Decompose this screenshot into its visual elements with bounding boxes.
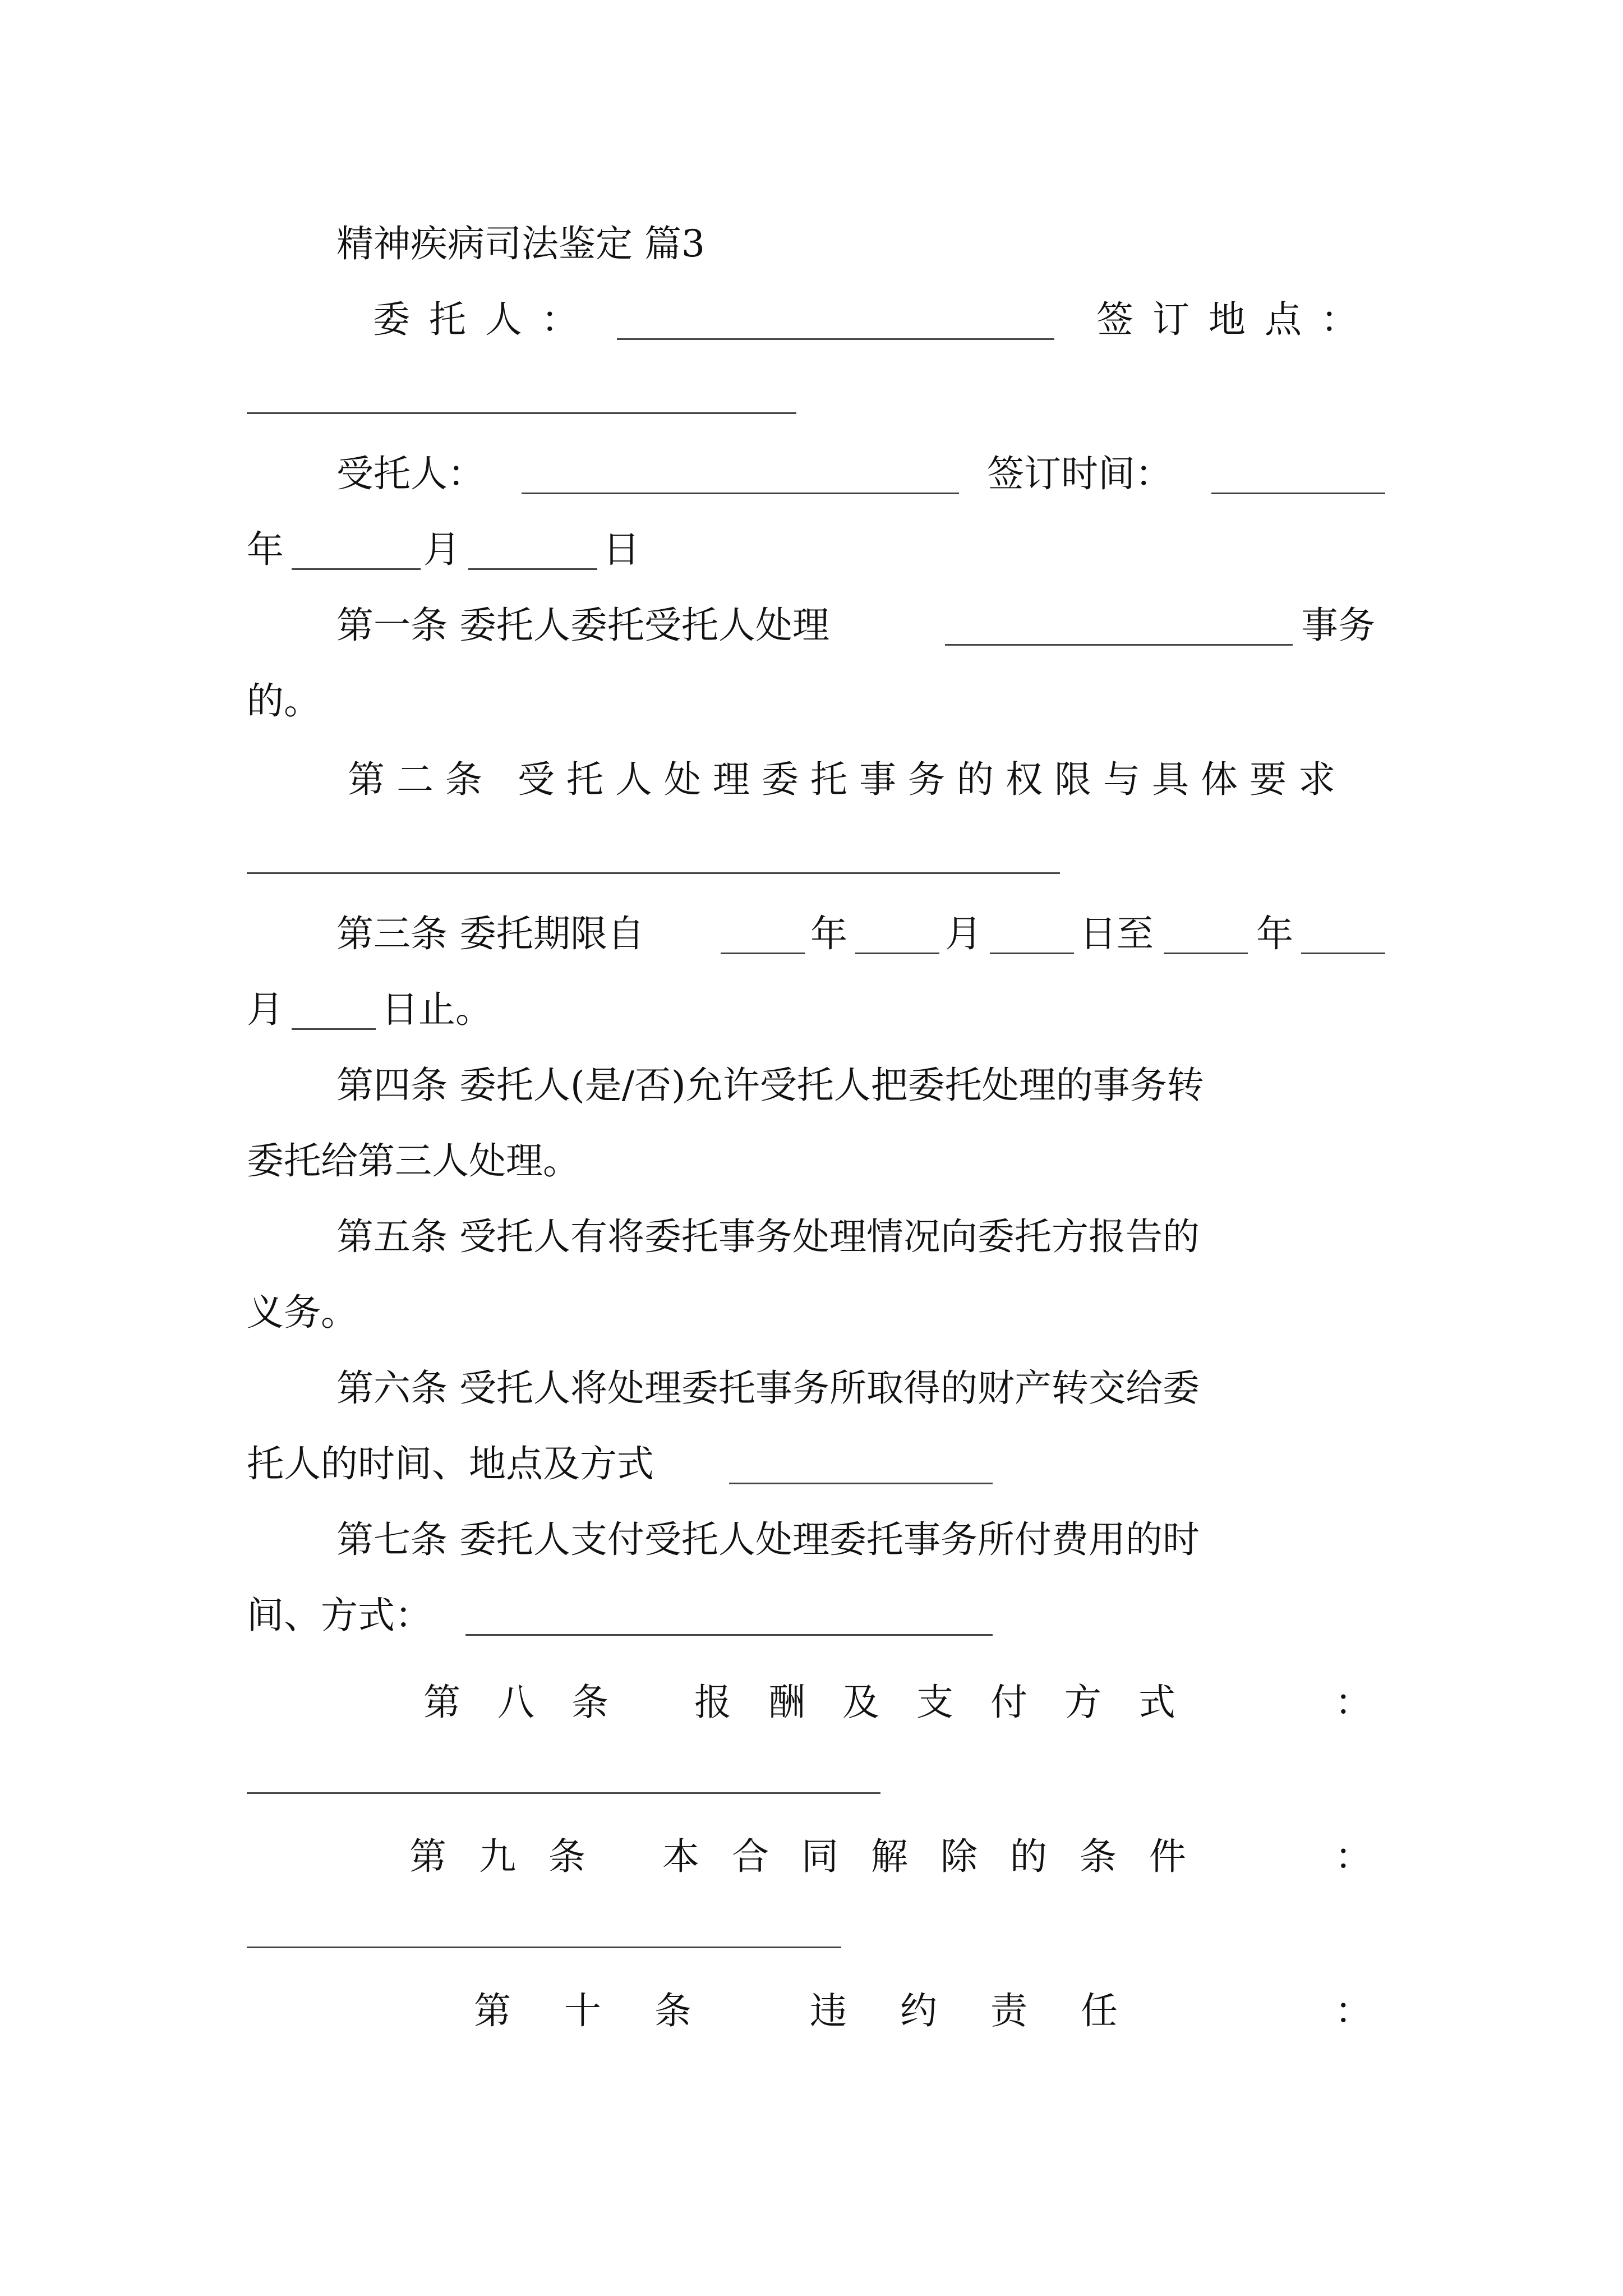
end-month-blank[interactable] xyxy=(1301,953,1385,954)
article-1-text: 第一条 委托人委托受托人处理 xyxy=(336,604,829,647)
article-10-text: 第十条 违约责任 xyxy=(474,1989,1171,2032)
article-2-blank[interactable] xyxy=(247,872,1060,874)
article-7-blank[interactable] xyxy=(465,1634,993,1636)
article-7-text: 第七条 委托人支付受托人处理委托事务所付费用的时 xyxy=(336,1518,1200,1561)
end-day-blank[interactable] xyxy=(292,1028,376,1030)
article-5-text: 第五条 受托人有将委托事务处理情况向委托方报告的 xyxy=(336,1215,1200,1258)
day-label: 日 xyxy=(603,528,640,571)
agent-blank[interactable] xyxy=(522,493,959,494)
article-6-text: 第六条 受托人将处理委托事务所取得的财产转交给委 xyxy=(336,1366,1200,1410)
principal-label: 委托人： xyxy=(373,298,597,341)
article-9-text: 第九条 本合同解除的条件 xyxy=(409,1835,1219,1878)
article-7-cont: 间、方式： xyxy=(247,1594,432,1637)
year-blank[interactable] xyxy=(292,568,421,570)
article-1-end: 的。 xyxy=(247,679,321,723)
year-label: 年 xyxy=(247,528,284,571)
article-5-cont: 义务。 xyxy=(247,1291,358,1334)
signing-time-blank[interactable] xyxy=(1211,493,1385,494)
start-month-label: 月 xyxy=(945,912,982,955)
article-8-colon: ： xyxy=(1335,1681,1372,1724)
start-day-blank[interactable] xyxy=(990,953,1074,954)
end-month-label: 月 xyxy=(247,988,284,1031)
end-year-label: 年 xyxy=(1256,912,1293,955)
article-2-text: 第二条 受托人处理委托事务的权限与具体要求 xyxy=(348,758,1347,801)
signing-time-label: 签订时间： xyxy=(987,452,1172,495)
start-year-label: 年 xyxy=(810,912,847,955)
article-10-colon: ： xyxy=(1335,1989,1372,2032)
principal-blank[interactable] xyxy=(617,338,1054,340)
document-title: 精神疾病司法鉴定 篇3 xyxy=(336,222,705,265)
start-month-blank[interactable] xyxy=(855,953,939,954)
article-1-blank[interactable] xyxy=(945,644,1293,646)
article-4-cont: 委托给第三人处理。 xyxy=(247,1139,580,1182)
article-8-text: 第八条 报酬及支付方式 xyxy=(423,1681,1212,1724)
agent-label: 受托人： xyxy=(336,452,485,495)
article-9-blank[interactable] xyxy=(247,1947,841,1948)
start-day-label: 日至 xyxy=(1080,912,1154,955)
article-4-text: 第四条 委托人(是/否)允许受托人把委托处理的事务转 xyxy=(336,1064,1204,1107)
article-1-suffix: 事务 xyxy=(1301,604,1375,647)
signing-place-label: 签订地点： xyxy=(1096,298,1377,341)
month-label: 月 xyxy=(423,528,460,571)
signing-place-blank[interactable] xyxy=(247,412,796,414)
month-blank[interactable] xyxy=(468,568,597,570)
end-day-label: 日止。 xyxy=(381,988,492,1031)
end-year-blank[interactable] xyxy=(1164,953,1248,954)
article-9-colon: ： xyxy=(1335,1835,1372,1878)
article-6-blank[interactable] xyxy=(729,1483,993,1484)
article-8-blank[interactable] xyxy=(247,1792,880,1794)
article-6-cont: 托人的时间、地点及方式 xyxy=(247,1442,654,1485)
start-year-blank[interactable] xyxy=(721,953,805,954)
article-3-text: 第三条 委托期限自 xyxy=(336,912,644,955)
